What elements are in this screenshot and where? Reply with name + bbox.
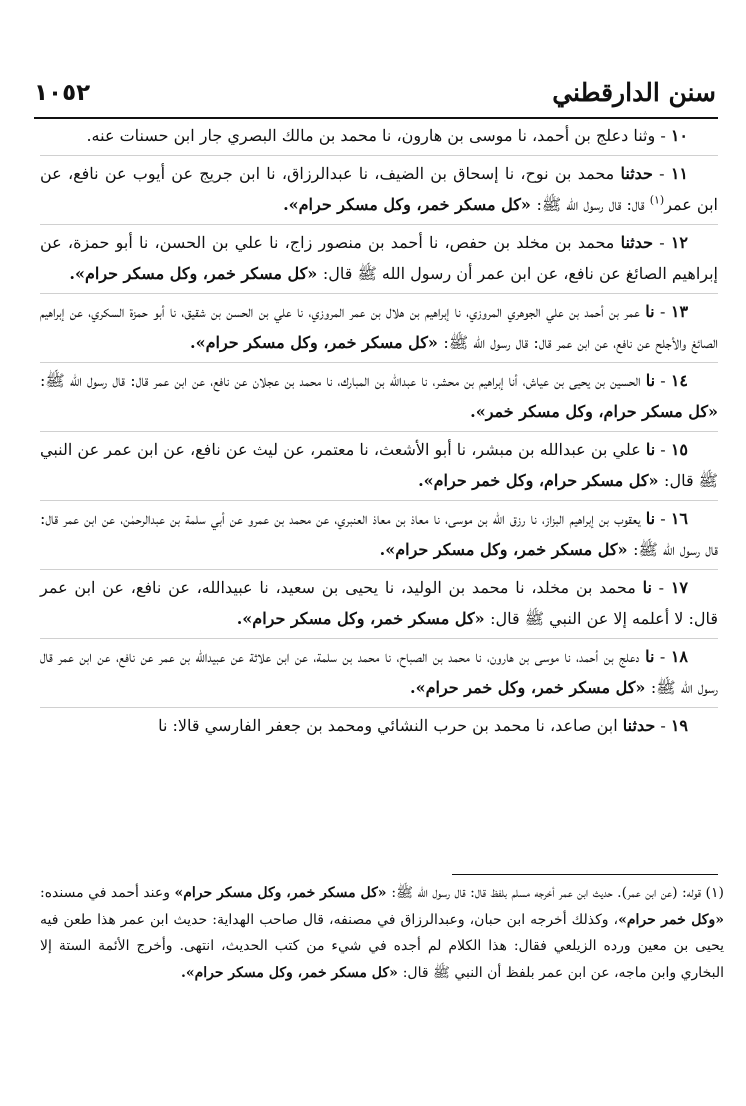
footnote-reference[interactable]: (١) xyxy=(649,193,665,207)
hadith-matn: «كل مسكر خمر، وكل خمر حرام». xyxy=(410,678,651,697)
hadith-paragraph: ١٨ - نا دعلج بن أحمد، نا موسى بن هارون، نا محمد بن الصباح، نا محمد بن سلمة، عن ابن علاثة عن عبيدالله بن عمر عن نافع، عن ابن عمر قال رسول الله ﷺ: «كل مسكر خمر، وكل خمر حرام». xyxy=(40,638,718,704)
hadith-number: ١٤ xyxy=(670,370,688,390)
hadith-number: ١٠ xyxy=(670,126,688,145)
hadith-matn: «كل مسكر خمر، وكل مسكر حرام». xyxy=(379,540,634,559)
footnote-text: ، وكذلك أخرجه ابن حبان، وعبدالرزاق في مصنفه، قال صاحب الهداية: حديث ابن عمر هذا طعن فيه يحيى بن معين ورده الزيلعي فقال: هذا الكلام لم أجده في شيء من كتب الحديث، انتهى. وأخرج الأئمة الستة إلا البخاري وابن ماجه، عن ابن عمر بلفظ أن النبي ﷺ قال: xyxy=(40,911,724,981)
hadith-matn: «كل مسكر حرام، وكل مسكر خمر». xyxy=(470,402,718,421)
hadith-keyword: حدثنا xyxy=(622,715,656,735)
hadith-keyword: نا xyxy=(645,646,655,666)
hadith-keyword: نا xyxy=(645,508,656,528)
hadith-keyword: حدثنا xyxy=(620,163,653,183)
hadith-text: علي بن عبدالله بن مبشر، نا أبو الأشعث، نا معتمر، عن ليث عن نافع، عن ابن عمر عن النبي ﷺ قال: xyxy=(40,439,718,490)
footnote-text: وعند أحمد في مسنده: xyxy=(40,885,175,901)
hadith-number: ١٦ xyxy=(670,508,689,528)
hadith-text: وثنا دعلج بن أحمد، نا موسى بن هارون، نا محمد بن مالك البصري جار ابن حسنات عنه. xyxy=(86,126,656,145)
page-number: ١٠٥٢ xyxy=(34,80,91,106)
hadith-number: ١٣ xyxy=(670,301,689,321)
hadith-keyword: نا xyxy=(645,370,656,390)
hadith-paragraph: ١٠ - وثنا دعلج بن أحمد، نا موسى بن هارون، نا محمد بن مالك البصري جار ابن حسنات عنه. xyxy=(86,126,688,145)
header-rule xyxy=(34,117,718,119)
hadith-matn: «كل مسكر حرام، وكل خمر حرام». xyxy=(418,471,665,490)
running-title: سنن الدارقطني xyxy=(552,78,716,107)
footnote-matn: «كل مسكر خمر، وكل مسكر حرام» xyxy=(174,885,392,901)
hadith-paragraph: ١٩ - حدثنا ابن صاعد، نا محمد بن حرب النشائي ومحمد بن جعفر الفارسي قالا: نا xyxy=(40,707,718,742)
hadith-number: ١٧ xyxy=(670,577,689,597)
hadith-paragraph: ١٢ - حدثنا محمد بن مخلد بن حفص، نا أحمد بن منصور زاج، نا علي بن الحسن، نا أبو حمزة، عن إبراهيم الصائغ عن نافع، عن ابن عمر أن رسول الله ﷺ قال: «كل مسكر خمر، وكل مسكر حرام». xyxy=(40,224,718,290)
hadith-matn: «كل مسكر خمر، وكل مسكر حرام». xyxy=(69,264,323,283)
hadith-text: ابن صاعد، نا محمد بن حرب النشائي ومحمد بن جعفر الفارسي قالا: نا xyxy=(158,715,618,735)
hadith-text: محمد بن نوح، نا إسحاق بن الضيف، نا عبدالرزاق، نا ابن جريج عن أيوب عن نافع، عن ابن عمر xyxy=(40,163,718,214)
hadith-paragraph: ١٣ - نا عمر بن أحمد بن علي الجوهري المروزي، نا إبراهيم بن هلال بن عمر المروزي، نا علي بن الحسن بن شقيق، نا أبو حمزة السكري، عن إبراهيم الصائغ والأجلح عن نافع، عن ابن عمر قال: قال رسول الله ﷺ: «كل مسكر خمر، وكل مسكر حرام». xyxy=(40,293,718,359)
hadith-matn: «كل مسكر خمر، وكل مسكر حرام». xyxy=(190,333,444,352)
hadith-paragraph: ١٧ - نا محمد بن مخلد، نا محمد بن الوليد، نا يحيى بن سعيد، نا عبيدالله، عن نافع، عن ابن عمر قال: لا أعلمه إلا عن النبي ﷺ قال: «كل مسكر خمر، وكل مسكر حرام». xyxy=(40,569,718,635)
footnote-matn: «وكل خمر حرام» xyxy=(618,911,724,928)
footnote-matn: «كل مسكر خمر، وكل مسكر حرام». xyxy=(180,964,403,981)
hadith-text-tail: قال: قال رسول الله ﷺ: xyxy=(536,195,650,214)
hadith-matn: «كل مسكر خمر، وكل مسكر حرام». xyxy=(236,609,491,628)
hadith-text: الحسين بن يحيى بن عياش، أنا إبراهيم بن محشر، نا عبدالله بن المبارك، نا محمد بن عجلان عن نافع، عن ابن عمر قال: قال رسول الله ﷺ: xyxy=(40,370,641,390)
hadith-text: محمد بن مخلد بن حفص، نا أحمد بن منصور زاج، نا علي بن الحسن، نا أبو حمزة، عن إبراهيم الصائغ عن نافع، عن ابن عمر أن رسول الله ﷺ قال: xyxy=(40,232,718,283)
hadith-keyword: نا xyxy=(645,439,656,459)
hadith-paragraph: ١٦ - نا يعقوب بن إبراهيم البزاز، نا رزق الله بن موسى، نا معاذ بن معاذ العنبري، عن محمد بن عمرو عن أبي سلمة بن عبدالرحمٰن، عن ابن عمر قال: قال رسول الله ﷺ: «كل مسكر خمر، وكل مسكر حرام». xyxy=(40,500,718,566)
hadith-number: ١٢ xyxy=(670,232,689,252)
hadith-text: دعلج بن أحمد، نا موسى بن هارون، نا محمد بن الصباح، نا محمد بن سلمة، عن ابن علاثة عن عبيدالله بن عمر عن نافع، عن ابن عمر قال رسول الله ﷺ: xyxy=(40,646,718,697)
hadith-text: محمد بن مخلد، نا محمد بن الوليد، نا يحيى بن سعيد، نا عبيدالله، عن نافع، عن ابن عمر قال: لا أعلمه إلا عن النبي ﷺ قال: xyxy=(40,577,718,628)
hadith-number: ١١ xyxy=(670,163,688,183)
hadith-matn: «كل مسكر خمر، وكل مسكر حرام». xyxy=(283,195,537,214)
hadith-paragraph: ١٥ - نا علي بن عبدالله بن مبشر، نا أبو الأشعث، نا معتمر، عن ليث عن نافع، عن ابن عمر عن النبي ﷺ قال: «كل مسكر حرام، وكل خمر حرام». xyxy=(40,431,718,497)
hadith-keyword: حدثنا xyxy=(620,232,654,252)
hadith-paragraph: ١٤ - نا الحسين بن يحيى بن عياش، أنا إبراهيم بن محشر، نا عبدالله بن المبارك، نا محمد بن عجلان عن نافع، عن ابن عمر قال: قال رسول الله ﷺ: «كل مسكر حرام، وكل مسكر خمر». xyxy=(40,362,718,428)
footnote xyxy=(40,880,724,986)
hadith-text: عمر بن أحمد بن علي الجوهري المروزي، نا إبراهيم بن هلال بن عمر المروزي، نا علي بن الحسن بن شقيق، نا أبو حمزة السكري، عن إبراهيم الصائغ والأجلح عن نافع، عن ابن عمر قال: قال رسول الله ﷺ: xyxy=(40,301,718,352)
hadith-number: ١٩ xyxy=(670,715,688,735)
hadith-list xyxy=(40,120,718,741)
hadith-keyword: نا xyxy=(642,577,652,597)
footnote-text: قوله: (عن ابن عمر). حديث ابن عمر أخرجه مسلم بلفظ قال: قال رسول الله ﷺ: xyxy=(391,885,702,901)
hadith-text: يعقوب بن إبراهيم البزاز، نا رزق الله بن موسى، نا معاذ بن معاذ العنبري، عن محمد بن عمرو عن أبي سلمة بن عبدالرحمٰن، عن ابن عمر قال: قال رسول الله ﷺ: xyxy=(40,508,718,559)
page-header xyxy=(34,72,716,118)
footnote-separator xyxy=(452,874,718,875)
footnote-marker: (١) xyxy=(705,885,725,901)
hadith-number: ١٨ xyxy=(670,646,689,666)
hadith-keyword: نا xyxy=(645,301,655,321)
hadith-paragraph: ١١ - حدثنا محمد بن نوح، نا إسحاق بن الضيف، نا عبدالرزاق، نا ابن جريج عن أيوب عن نافع، عن ابن عمر$^{(١)}$ قال: قال رسول الله ﷺ: «كل مسكر خمر، وكل مسكر حرام». xyxy=(40,155,718,221)
hadith-number: ١٥ xyxy=(670,439,688,459)
